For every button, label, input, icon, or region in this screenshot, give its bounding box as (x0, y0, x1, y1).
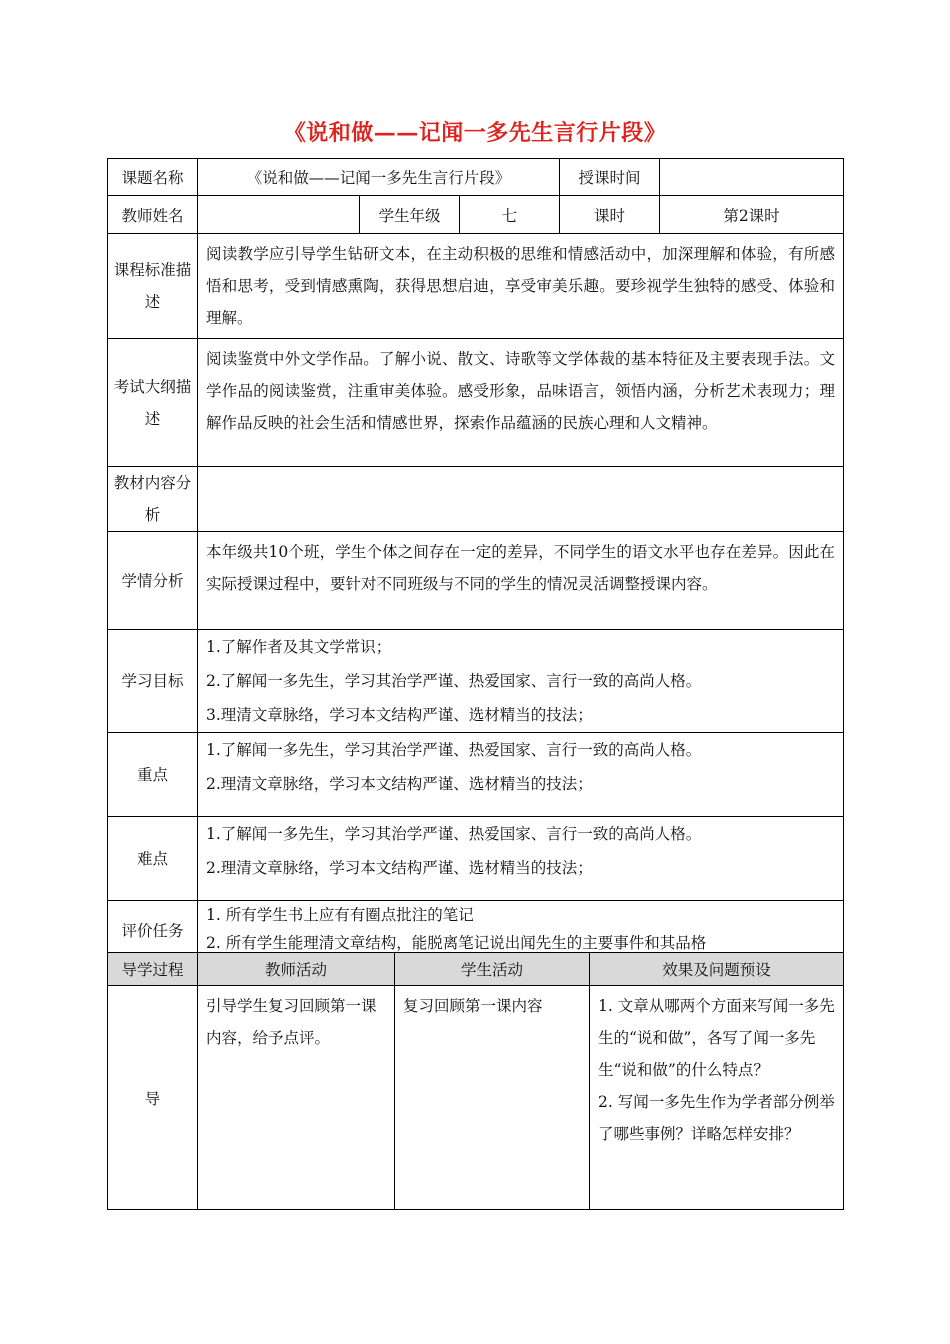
effect-item: 1. 文章从哪两个方面来写闻一多先生的“说和做”，各写了闻一多先生“说和做”的什么特点？ (598, 997, 835, 1079)
time-value (660, 159, 844, 196)
process-header-stage: 导学过程 (108, 953, 198, 986)
evaluation-item: 1. 所有学生书上应有有圈点批注的笔记 (206, 906, 474, 924)
material-text (198, 467, 844, 532)
grade-value: 七 (460, 196, 560, 234)
effect-item: 2. 写闻一多先生作为学者部分例举了哪些事例？详略怎样安排？ (598, 1093, 835, 1143)
goal-item: 1.了解作者及其文学常识； (206, 638, 392, 656)
key-label: 重点 (108, 733, 198, 817)
topic-value: 《说和做——记闻一多先生言行片段》 (198, 159, 560, 196)
process-header-teacher: 教师活动 (198, 953, 395, 986)
standard-label: 课程标准描述 (108, 234, 198, 339)
time-label: 授课时间 (560, 159, 660, 196)
effects-list (590, 986, 844, 1210)
grade-label: 学生年级 (360, 196, 460, 234)
goals-list (198, 630, 844, 733)
process-header-student: 学生活动 (395, 953, 590, 986)
difficult-label: 难点 (108, 817, 198, 901)
material-label: 教材内容分析 (108, 467, 198, 532)
evaluation-label: 评价任务 (108, 901, 198, 961)
students-text: 本年级共10个班，学生个体之间存在一定的差异，不同学生的语文水平也存在差异。因此在实际授课过程中，要针对不同班级与不同的学生的情况灵活调整授课内容。 (198, 532, 844, 630)
standard-text: 阅读教学应引导学生钻研文本，在主动积极的思维和情感活动中，加深理解和体验，有所感悟和思考，受到情感熏陶，获得思想启迪，享受审美乐趣。要珍视学生独特的感受、体验和理解。 (198, 234, 844, 339)
exam-text: 阅读鉴赏中外文学作品。了解小说、散文、诗歌等文学体裁的基本特征及主要表现手法。文学作品的阅读鉴赏，注重审美体验。感受形象，品味语言，领悟内涵，分析艺术表现力；理解作品反映的社会生活和情感世界，探索作品蕴涵的民族心理和人文精神。 (198, 339, 844, 467)
exam-label: 考试大纲描述 (108, 339, 198, 467)
period-label: 课时 (560, 196, 660, 234)
lesson-info-table (107, 158, 844, 961)
goal-item: 3.理清文章脉络，学习本文结构严谨、选材精当的技法； (206, 706, 593, 724)
student-activity: 复习回顾第一课内容 (395, 986, 590, 1210)
process-table (107, 952, 844, 1210)
key-item: 2.理清文章脉络，学习本文结构严谨、选材精当的技法； (206, 775, 593, 793)
teacher-activity: 引导学生复习回顾第一课内容，给予点评。 (198, 986, 395, 1210)
goals-label: 学习目标 (108, 630, 198, 733)
key-item: 1.了解闻一多先生，学习其治学严谨、热爱国家、言行一致的高尚人格。 (206, 741, 702, 759)
key-list (198, 733, 844, 817)
process-stage: 导 (108, 986, 198, 1210)
document-title: 《说和做——记闻一多先生言行片段》 (283, 120, 667, 146)
difficult-list (198, 817, 844, 901)
goal-item: 2.了解闻一多先生，学习其治学严谨、热爱国家、言行一致的高尚人格。 (206, 672, 702, 690)
teacher-label: 教师姓名 (108, 196, 198, 234)
process-header-effects: 效果及问题预设 (590, 953, 844, 986)
evaluation-item: 2. 所有学生能理清文章结构，能脱离笔记说出闻先生的主要事件和其品格 (206, 934, 707, 952)
students-label: 学情分析 (108, 532, 198, 630)
period-value: 第2课时 (660, 196, 844, 234)
difficult-item: 2.理清文章脉络，学习本文结构严谨、选材精当的技法； (206, 859, 593, 877)
topic-label: 课题名称 (108, 159, 198, 196)
difficult-item: 1.了解闻一多先生，学习其治学严谨、热爱国家、言行一致的高尚人格。 (206, 825, 702, 843)
teacher-value (198, 196, 360, 234)
